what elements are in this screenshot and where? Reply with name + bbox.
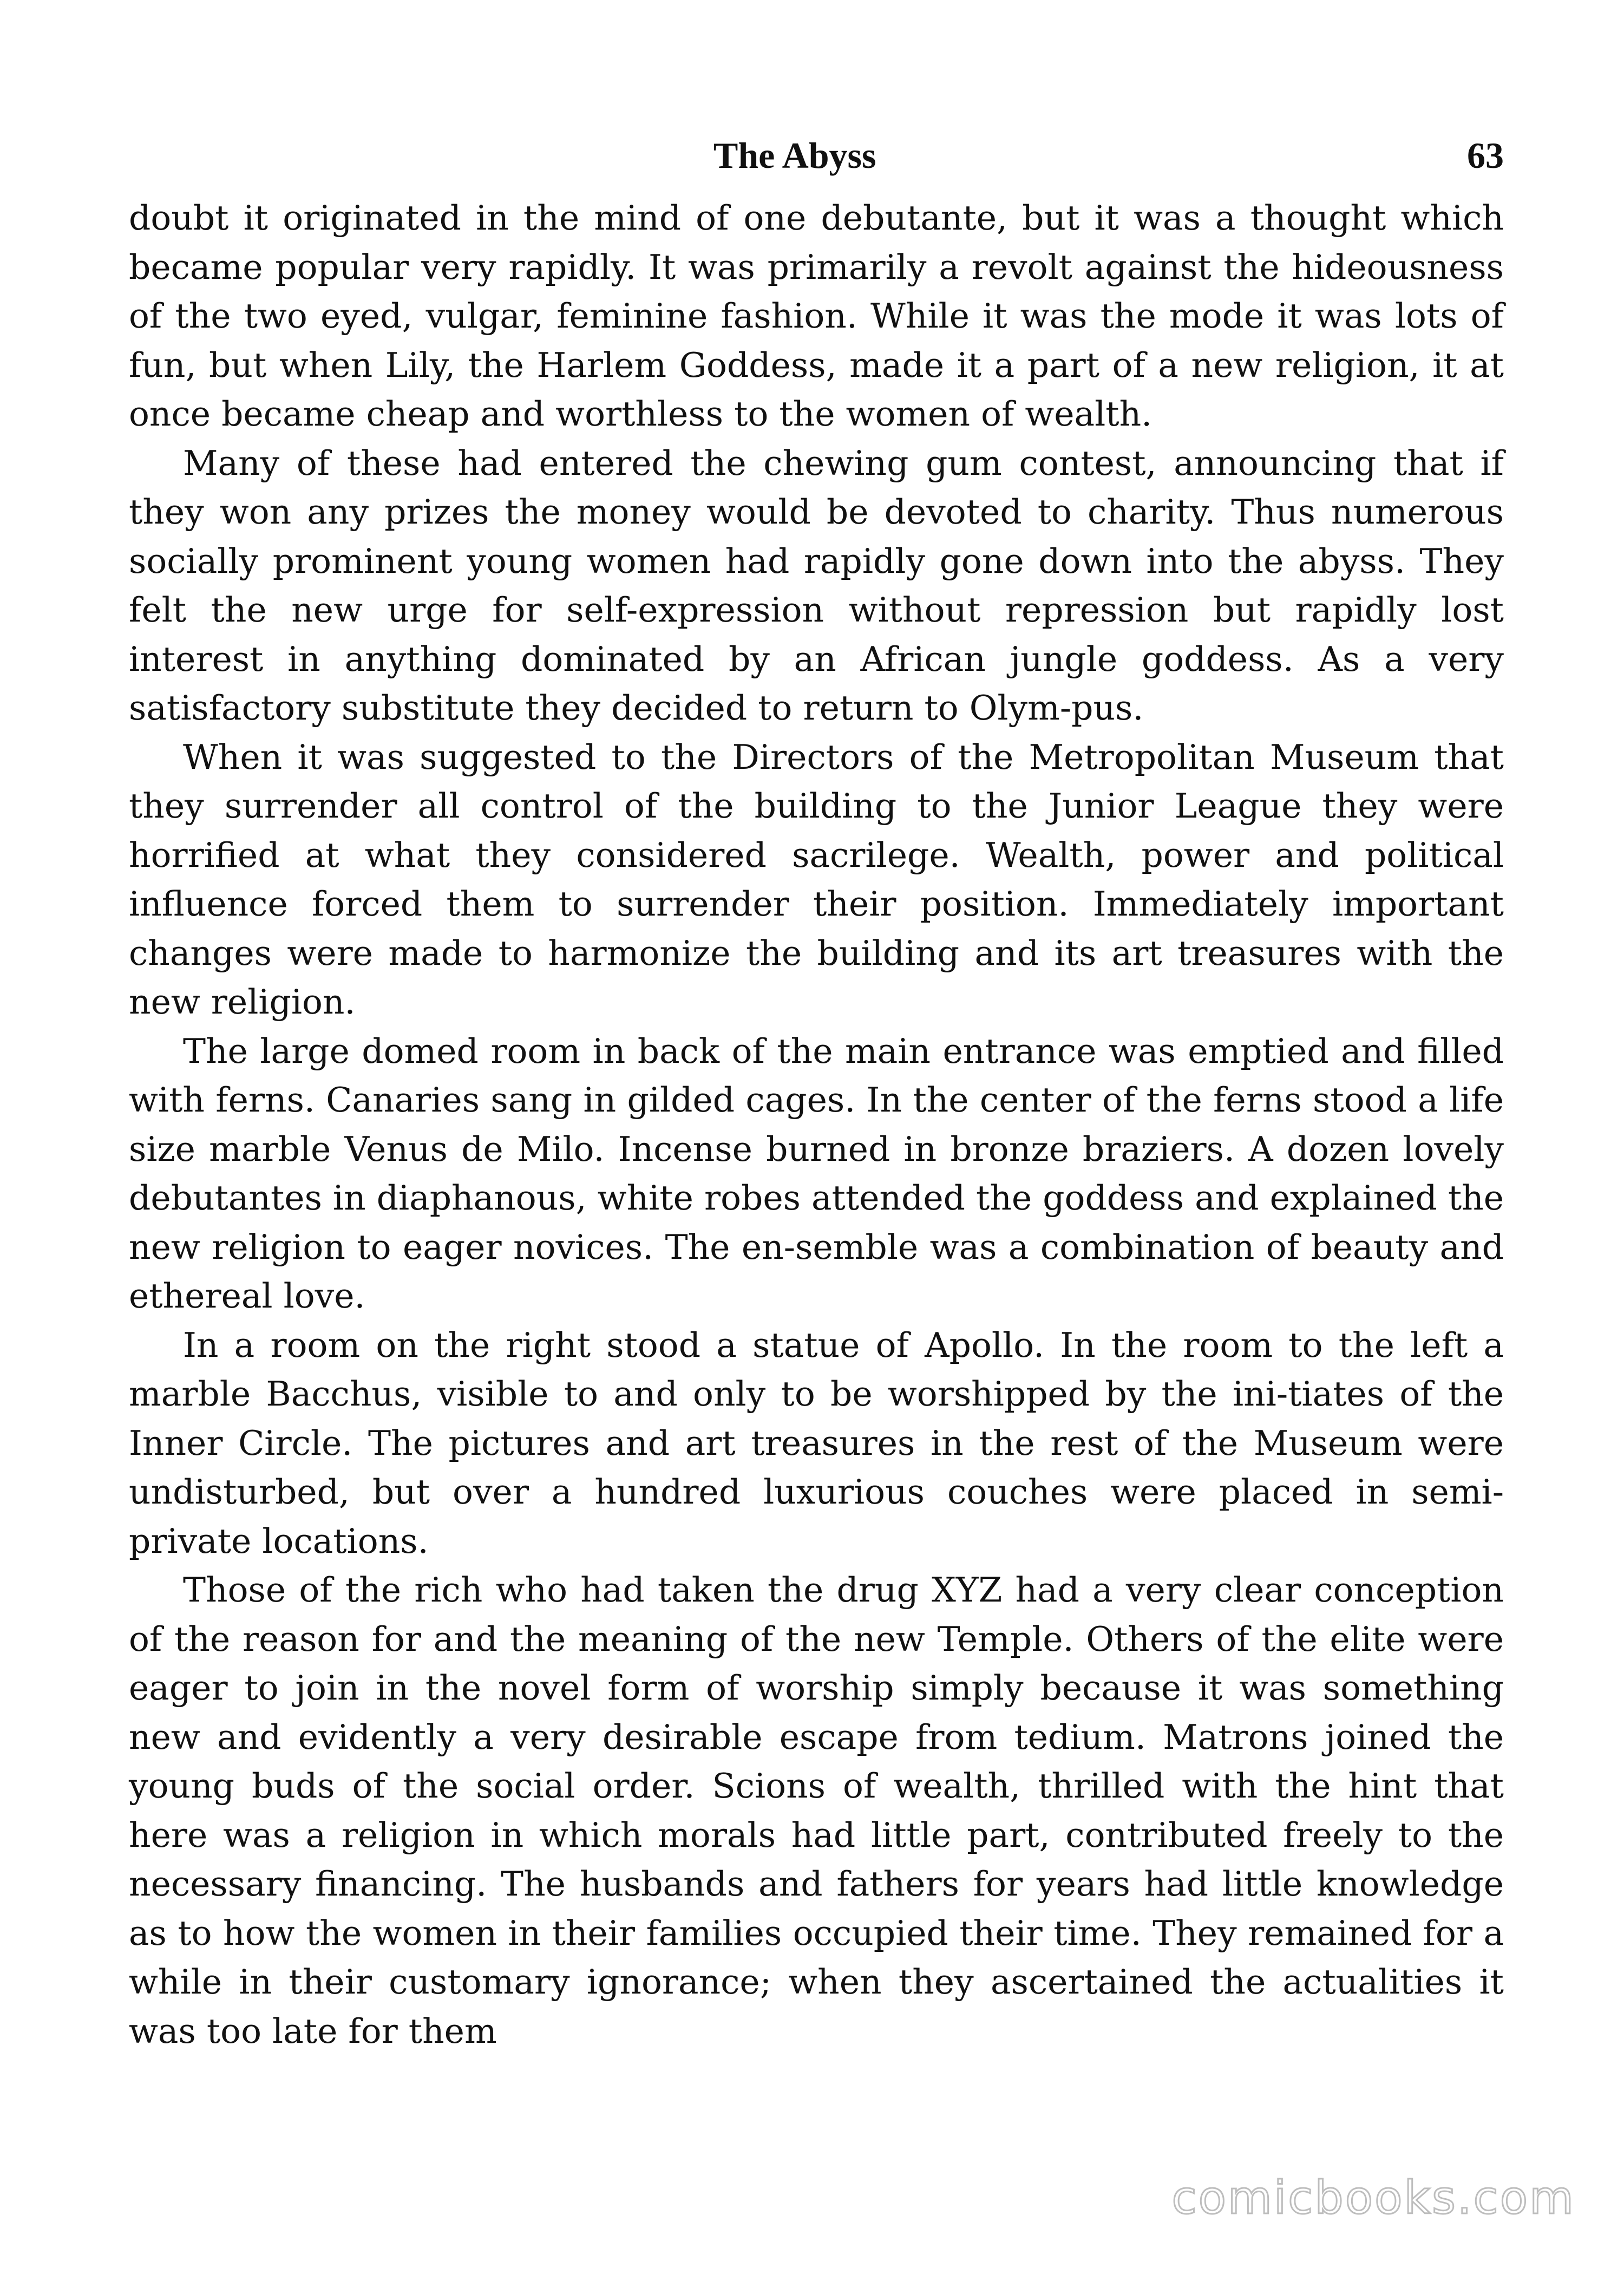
book-page [129, 130, 1504, 2220]
page-number: 63 [1467, 135, 1504, 176]
chapter-title: The Abyss [713, 135, 876, 176]
paragraph-5: In a room on the right stood a statue of Apollo. In the room to the left a marble Bacchus, visible to and only to be worshipped by the ini-tiates of the Inner Circle. The pictures and art treasures in the rest of the Museum were undisturbed, but over a hundred luxurious couches were placed in semi-private locations. [129, 1325, 1504, 1561]
paragraph-1: doubt it originated in the mind of one debutante, but it was a thought which became popular very rapidly. It was primarily a revolt against the hideousness of the two eyed, vulgar, feminine fashion. While it was the mode it was lots of fun, but when Lily, the Harlem Goddess, made it a part of a new religion, it at once became cheap and worthless to the women of wealth. [129, 198, 1504, 434]
paragraph-4: The large domed room in back of the main entrance was emptied and filled with ferns. Canaries sang in gilded cages. In the center of the ferns stood a life size marble Venus de Milo. Incense burned in bronze braziers. A dozen lovely debutantes in diaphanous, white robes attended the goddess and explained the new religion to eager novices. The en-semble was a combination of beauty and ethereal love. [129, 1031, 1504, 1316]
paragraph-3: When it was suggested to the Directors of the Metropolitan Museum that they surrender all control of the building to the Junior League they were horrified at what they considered sacrilege. Wealth, power and political influence forced them to surrender their position. Immediately important changes were made to harmonize the building and its art treasures with the new religion. [129, 737, 1504, 1022]
paragraph-6: Those of the rich who had taken the drug XYZ had a very clear conception of the reason for and the meaning of the new Temple. Others of the elite were eager to join in the novel form of worship simply because it was something new and evidently a very desirable escape from tedium. Matrons joined the young buds of the social order. Scions of wealth, thrilled with the hint that here was a religion in which morals had little part, contributed freely to the necessary financing. The husbands and fathers for years had little knowledge as to how the women in their families occupied their time. They remained for a while in their customary ignorance; when they ascertained the actualities it was too late for them [129, 1570, 1504, 2051]
running-header [129, 130, 1504, 190]
paragraph-2: Many of these had entered the chewing gum contest, announcing that if they won any prizes the money would be devoted to charity. Thus numerous socially prominent young women had rapidly gone down into the abyss. They felt the new urge for self-expression without repression but rapidly lost interest in anything dominated by an African jungle goddess. As a very satisfactory substitute they decided to return to Olym-pus. [129, 443, 1504, 728]
site-watermark: comicbooks.com [1171, 2171, 1575, 2224]
body-text [129, 194, 1504, 2056]
